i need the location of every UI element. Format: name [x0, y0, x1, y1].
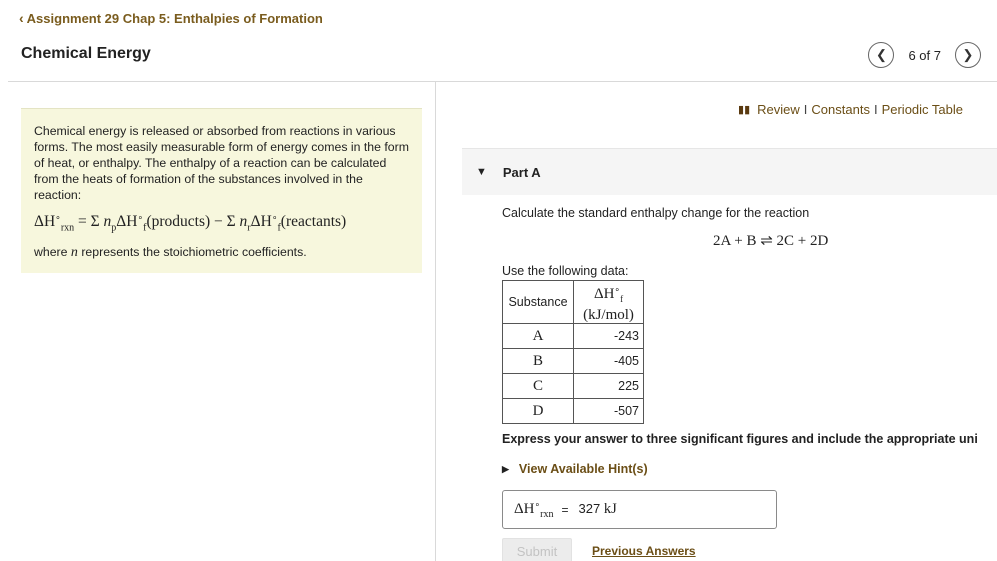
- pager-position: 6 of 7: [908, 47, 941, 63]
- enthalpy-data-table: [502, 280, 644, 424]
- formula-minus-sum: − Σ: [210, 213, 240, 231]
- enthalpy-value-cell: -507: [574, 399, 644, 424]
- previous-item-button[interactable]: [868, 42, 894, 68]
- question-text: Calculate the standard enthalpy change for the reaction: [502, 206, 810, 220]
- formula-degree-2: ∘: [137, 212, 144, 222]
- answer-degree: ∘: [534, 499, 541, 509]
- constants-link[interactable]: Constants: [811, 102, 870, 117]
- chevron-right-icon: ❯: [962, 47, 974, 62]
- answer-instruction: Express your answer to three significant figures and include the appropriate uni: [502, 432, 978, 446]
- use-data-label: Use the following data:: [502, 264, 629, 278]
- enthalpy-value-cell: -405: [574, 349, 644, 374]
- answer-delta-h: ΔH: [514, 501, 535, 517]
- table-header-row: [503, 281, 644, 324]
- formula-p-sub: p: [111, 222, 117, 234]
- formula-equals-sum: = Σ: [74, 213, 104, 231]
- intro-footnote: [34, 245, 409, 261]
- substance-cell: B: [503, 349, 574, 374]
- part-a-toggle[interactable]: [462, 148, 997, 195]
- enthalpy-header-unit: (kJ/mol): [583, 307, 634, 323]
- view-hints-toggle[interactable]: [502, 462, 648, 476]
- chevron-left-icon: ❮: [876, 47, 887, 62]
- periodic-table-link[interactable]: Periodic Table: [881, 102, 963, 117]
- enthalpy-header-f-sub: f: [620, 294, 624, 304]
- formula-n-p: n: [103, 213, 112, 231]
- formula-reactants: (reactants): [280, 213, 347, 231]
- intro-panel: [21, 108, 422, 273]
- next-item-button[interactable]: [955, 42, 981, 68]
- table-row: [503, 374, 644, 399]
- column-header-substance: Substance: [503, 281, 574, 324]
- enthalpy-header-degree: ∘: [614, 284, 621, 294]
- chevron-left-icon: ‹: [19, 10, 24, 26]
- table-row: [503, 399, 644, 424]
- column-header-enthalpy: [574, 281, 644, 324]
- back-link-label: Assignment 29 Chap 5: Enthalpies of Formation: [26, 10, 323, 26]
- answer-rxn-sub: rxn: [540, 509, 554, 520]
- link-separator: I: [873, 102, 878, 117]
- substance-cell: C: [503, 374, 574, 399]
- table-row: [503, 324, 644, 349]
- enthalpy-value-cell: -243: [574, 324, 644, 349]
- formula-degree: ∘: [55, 212, 61, 222]
- intro-paragraph: Chemical energy is released or absorbed from reactions in various forms. The most easily measurable form of energy comes in the form of heat, or enthalpy. The enthalpy of a reaction can be calculated from the heats of formation of the substances involved in the reaction:: [34, 124, 409, 202]
- footnote-prefix: where: [34, 245, 71, 260]
- page-title: Chemical Energy: [21, 45, 151, 62]
- formula-products: (products): [146, 213, 211, 231]
- caret-right-icon: ▶: [502, 463, 509, 474]
- formula-delta-h: ΔH: [34, 213, 56, 231]
- formula-r-sub: r: [247, 222, 251, 234]
- answer-value: [578, 501, 616, 518]
- table-row: [503, 349, 644, 374]
- previous-answers-link[interactable]: Previous Answers: [592, 544, 696, 558]
- formula-delta-h-reactants: ΔH: [250, 213, 272, 231]
- formula-f-sub: f: [143, 222, 147, 234]
- pager: [868, 42, 981, 68]
- part-label: Part A: [502, 164, 541, 180]
- review-link[interactable]: Review: [757, 102, 800, 117]
- substance-cell: A: [503, 324, 574, 349]
- answer-input[interactable]: [502, 490, 777, 529]
- link-separator: I: [803, 102, 808, 117]
- formula-delta-h-products: ΔH: [116, 213, 138, 231]
- answer-number: 327: [578, 501, 601, 516]
- formula-n-r: n: [239, 213, 248, 231]
- caret-down-icon: ▼: [476, 166, 487, 178]
- resource-links: [738, 102, 963, 117]
- footnote-suffix: represents the stoichiometric coefficients.: [77, 245, 307, 260]
- formula-f-sub-2: f: [277, 222, 281, 234]
- formula-degree-3: ∘: [271, 212, 278, 222]
- reaction-equation: 2A + B ⇌ 2C + 2D: [713, 233, 829, 249]
- answer-variable: [514, 499, 553, 520]
- answer-unit: kJ: [603, 501, 617, 517]
- column-divider: [435, 82, 436, 561]
- substance-cell: D: [503, 399, 574, 424]
- answer-equals: =: [561, 502, 569, 517]
- header-divider: [8, 81, 997, 82]
- formula-rxn-sub: rxn: [60, 222, 75, 234]
- back-to-assignment-link[interactable]: [19, 10, 323, 26]
- enthalpy-header-symbol: ΔH: [593, 286, 615, 302]
- enthalpy-formula: [34, 212, 409, 233]
- book-icon: ▮▮: [738, 104, 751, 116]
- submit-button[interactable]: Submit: [502, 538, 572, 561]
- hints-label: View Available Hint(s): [518, 462, 648, 476]
- footnote-variable: n: [70, 245, 78, 261]
- enthalpy-value-cell: 225: [574, 374, 644, 399]
